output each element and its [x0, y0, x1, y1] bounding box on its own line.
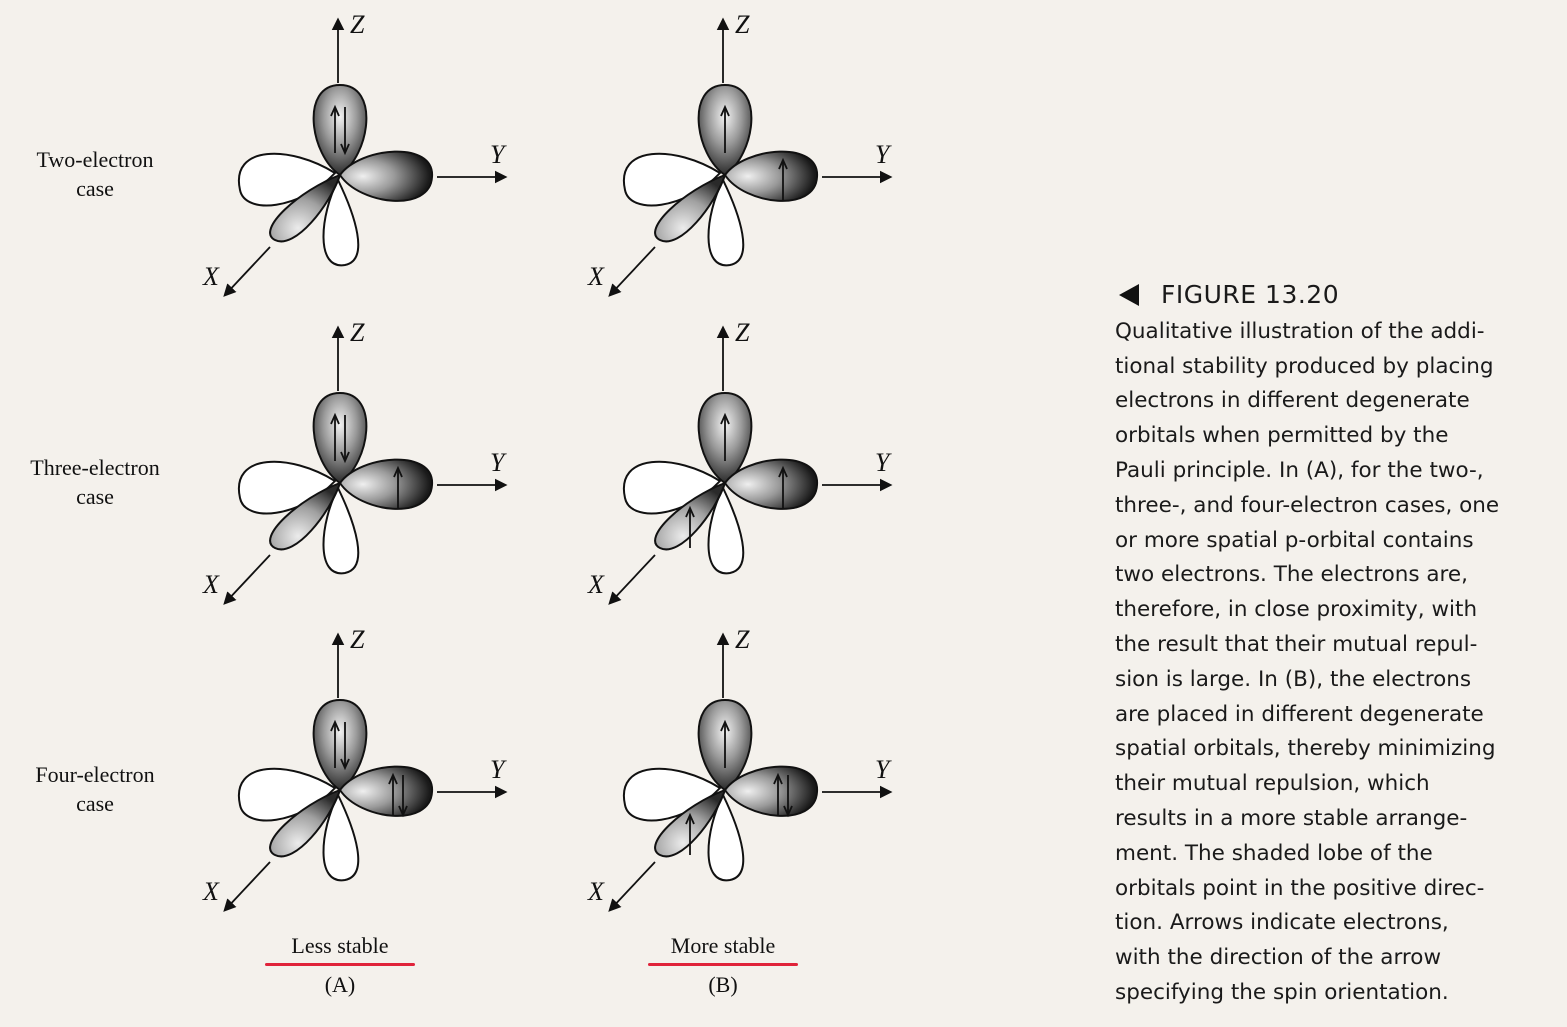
- y-axis-label: Y: [490, 755, 505, 784]
- x-axis-label: X: [588, 262, 604, 291]
- row-label-three-electron: [0, 453, 190, 511]
- orbital-diagram-A-two: [200, 0, 530, 300]
- y-axis-label: Y: [875, 140, 890, 169]
- x-axis-label: X: [588, 877, 604, 906]
- orbital-diagram-B-two: [585, 0, 915, 300]
- row-label-line1: Two-electron: [36, 147, 154, 172]
- p-orbitals: [624, 393, 817, 573]
- p-orbitals: [624, 700, 817, 880]
- orbital-svg: [585, 0, 915, 300]
- x-axis-arrow: [610, 247, 655, 295]
- caption-line: with the direction of the arrow: [1115, 945, 1442, 971]
- caption-line: specifying the spin orientation.: [1115, 979, 1449, 1005]
- column-letter: (A): [324, 972, 356, 997]
- red-underline: [648, 963, 798, 966]
- stability-label: Less stable: [291, 933, 389, 958]
- caption-line: three-, and four-electron cases, one: [1115, 492, 1500, 518]
- row-label-line1: Four-electron: [35, 762, 155, 787]
- red-underline: [265, 963, 415, 966]
- z-axis-label: Z: [350, 318, 365, 347]
- orbital-diagram-A-four: [200, 615, 530, 915]
- x-axis-arrow: [610, 862, 655, 910]
- z-axis-label: Z: [350, 10, 365, 39]
- left-triangle-icon: [1119, 284, 1139, 306]
- caption-line: sion is large. In (B), the electrons: [1115, 666, 1472, 692]
- orbital-diagram-B-three: [585, 308, 915, 608]
- p-orbitals: [624, 85, 817, 265]
- z-axis-label: Z: [735, 625, 750, 654]
- column-letter: (B): [708, 972, 738, 997]
- orbital-lobes: [624, 393, 817, 573]
- caption-line: their mutual repulsion, which: [1115, 771, 1430, 797]
- y-axis-label: Y: [490, 448, 505, 477]
- caption-line: ment. The shaded lobe of the: [1115, 840, 1433, 866]
- caption-line: Qualitative illustration of the addi-: [1115, 318, 1485, 344]
- z-axis-label: Z: [350, 625, 365, 654]
- caption-line: the result that their mutual repul-: [1115, 631, 1478, 657]
- row-label-line2: case: [76, 176, 114, 201]
- p-orbitals: [239, 700, 432, 880]
- x-axis-arrow: [610, 555, 655, 603]
- y-axis-label: Y: [875, 755, 890, 784]
- figure-title: [1115, 278, 1560, 313]
- caption-line: electrons in different degenerate: [1115, 388, 1470, 414]
- row-label-four-electron: [0, 760, 190, 818]
- column-footer-B: [613, 933, 833, 998]
- orbital-svg: [585, 615, 915, 915]
- caption-line: results in a more stable arrange-: [1115, 805, 1468, 831]
- stability-label: More stable: [670, 933, 776, 958]
- x-axis-arrow: [225, 247, 270, 295]
- x-axis-label: X: [203, 570, 219, 599]
- caption-body: [1115, 315, 1560, 1011]
- column-footer-A: [230, 933, 450, 998]
- orbital-svg: [200, 0, 530, 300]
- caption-line: orbitals point in the positive direc-: [1115, 875, 1485, 901]
- orbital-diagram-B-four: [585, 615, 915, 915]
- x-axis-arrow: [225, 862, 270, 910]
- p-orbitals: [239, 393, 432, 573]
- caption-line: spatial orbitals, thereby minimizing: [1115, 736, 1496, 762]
- caption-line: Pauli principle. In (A), for the two-,: [1115, 457, 1484, 483]
- caption-line: two electrons. The electrons are,: [1115, 562, 1468, 588]
- caption-line: tion. Arrows indicate electrons,: [1115, 910, 1449, 936]
- x-axis-label: X: [203, 877, 219, 906]
- x-axis-label: X: [588, 570, 604, 599]
- z-axis-label: Z: [735, 318, 750, 347]
- orbital-lobes: [624, 85, 817, 265]
- caption-line: orbitals when permitted by the: [1115, 423, 1449, 449]
- orbital-svg: [200, 615, 530, 915]
- figure-caption: [1115, 278, 1560, 1011]
- y-axis-label: Y: [875, 448, 890, 477]
- y-axis-label: Y: [490, 140, 505, 169]
- z-axis-label: Z: [735, 10, 750, 39]
- caption-line: or more spatial p-orbital contains: [1115, 527, 1474, 553]
- caption-line: therefore, in close proximity, with: [1115, 597, 1478, 623]
- row-label-line2: case: [76, 484, 114, 509]
- orbital-svg: [200, 308, 530, 608]
- figure-title-text: FIGURE 13.20: [1161, 280, 1340, 309]
- orbital-diagram-A-three: [200, 308, 530, 608]
- caption-line: are placed in different degenerate: [1115, 701, 1484, 727]
- x-axis-arrow: [225, 555, 270, 603]
- orbital-svg: [585, 308, 915, 608]
- row-label-two-electron: [0, 145, 190, 203]
- row-label-line1: Three-electron: [30, 455, 160, 480]
- caption-line: tional stability produced by placing: [1115, 353, 1494, 379]
- x-axis-label: X: [203, 262, 219, 291]
- p-orbitals: [239, 85, 432, 265]
- row-label-line2: case: [76, 791, 114, 816]
